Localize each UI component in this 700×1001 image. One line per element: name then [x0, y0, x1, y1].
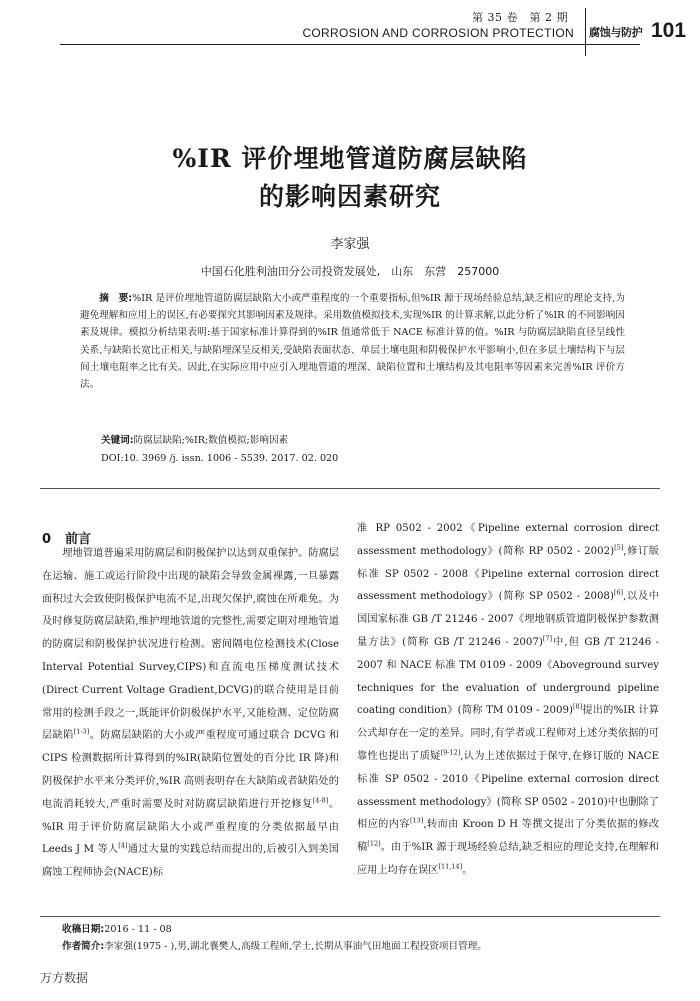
- author-bio-label: 作者简介:: [62, 941, 105, 952]
- body-text: ,认为上述依据过于保守,在修订版的 NACE 标准 SP 0502 - 2010《Pipeline external corrosion direct assessment methodology》(简称 SP 0502 - 2010)中也删除了相应的内容: [357, 750, 660, 831]
- header-divider: [585, 8, 586, 56]
- issue-info: 第 35 卷 第 2 期: [472, 11, 568, 24]
- body-text: 准 RP 0502 - 2002《Pipeline external corrosion direct assessment methodology》(简称 RP 0502 - 2002): [357, 523, 659, 557]
- received-date: [62, 921, 642, 935]
- watermark: 万方数据: [40, 971, 89, 985]
- author-bio-text: 李家强(1975 - ),男,湖北襄樊人,高级工程师,学士,长期从事油气田地面工程投资项目管理。: [104, 941, 487, 952]
- body-text: 。: [462, 864, 473, 876]
- journal-name-en: CORROSION AND CORROSION PROTECTION: [302, 26, 574, 40]
- author-bio: [62, 938, 642, 952]
- header-rule: [60, 44, 640, 45]
- citation: [11,14]: [438, 862, 463, 871]
- abstract-label: 摘 要:: [99, 293, 133, 304]
- body-text: ,修订版标准 SP 0502 - 2008《Pipeline external corrosion direct assessment methodology》(简称 SP 0502 - 2008): [357, 545, 659, 603]
- paper-title-line-1: %IR 评价埋地管道防腐层缺陷: [172, 144, 528, 173]
- footnote-divider: [40, 916, 660, 917]
- keywords-text: 防腐层缺陷;%IR;数值模拟;影响因素: [133, 435, 289, 446]
- paper-title-line-2: 的影响因素研究: [258, 182, 441, 211]
- citation: [9-12]: [440, 748, 461, 757]
- abstract-divider: [40, 488, 660, 489]
- citation: [5]: [614, 543, 624, 552]
- citation: [7]: [542, 634, 553, 643]
- abstract: [80, 290, 625, 393]
- section-number: 0: [42, 532, 52, 547]
- received-label: 收稿日期:: [62, 924, 105, 935]
- keywords: [101, 432, 621, 446]
- author-name: 李家强: [330, 237, 370, 252]
- paper-title: [40, 140, 660, 216]
- citation: [4-8]: [312, 796, 329, 805]
- body-text: 。%IR 用于评价防腐层缺陷大小或严重程度的分类依据最早由 Leeds J M 等人: [42, 798, 339, 856]
- body-text: 提出的%IR 计算公式却存在一定的差异。同时,有学者或工程师对上述分类依据的可靠性也提出了质疑: [357, 705, 659, 762]
- body-text: 通过大量的实践总结而提出的,后被引入到美国腐蚀工程师协会(NACE)标: [42, 844, 339, 879]
- citation: [4]: [118, 841, 128, 850]
- received-value: 2016 - 11 - 08: [104, 924, 172, 935]
- section-title: 前言: [65, 532, 92, 547]
- body-text: 。由于%IR 源于现场经验总结,缺乏相应的理论支持,在理解和应用上均存在误区: [357, 842, 660, 876]
- journal-name-cn: 腐蚀与防护: [589, 26, 643, 39]
- body-text: 。防腐层缺陷的大小或严重程度可通过联合 DCVG 和 CIPS 检测数据所计算得到的%IR(缺陷位置处的百分比 IR 降)和阴极保护水平来分类评价,%IR 高则表明存在大缺陷或者缺陷处的电流消耗较大,严重时需要及时对防腐层缺陷进行开挖修复: [42, 730, 339, 810]
- keywords-label: 关键词:: [101, 435, 134, 446]
- body-text: ,转而由 Kroon D H 等撰文提出了分类依据的修改稿: [357, 819, 659, 854]
- citation: [6]: [613, 589, 624, 597]
- citation: [8]: [572, 702, 583, 711]
- page-number: 101: [651, 19, 687, 42]
- author-affiliation: 中国石化胜利油田分公司投资发展处, 山东 东营 257000: [200, 265, 500, 278]
- body-column-right: [357, 518, 659, 883]
- citation: [13]: [409, 816, 424, 825]
- doi: DOI:10. 3969 /j. issn. 1006 - 5539. 2017. 02. 020: [101, 453, 339, 464]
- body-text: 中,但 GB /T 21246 - 2007 和 NACE 标准 TM 0109 - 2009《Aboveground survey techniques for the evaluation of underground pipeline coating condition》(简称 TM 0109 - 2009): [357, 636, 659, 717]
- citation: [1-3]: [73, 727, 90, 736]
- citation: [12]: [367, 839, 381, 848]
- body-column-left: [42, 543, 339, 885]
- body-text: ,以及中国国家标准 GB /T 21246 - 2007《埋地钢质管道阴极保护参数测量方法》(简称 GB /T 21246 - 2007): [357, 591, 659, 648]
- abstract-text: %IR 是评价埋地管道防腐层缺陷大小或严重程度的一个重要指标,但%IR 源于现场经验总结,缺乏相应的理论支持,为避免理解和应用上的误区,有必要探究其影响因素及规律。采用数值模拟技术,实现%IR 的计算求解,以此分析了%IR 的不同影响因素及规律。模拟分析结果表明:基于国家标准计算得到的%IR 值通常低于 NACE 标准计算的值。%IR 与防腐层缺陷直径呈线性关系,与缺陷长宽比正相关,与缺陷埋深呈反相关,受缺陷表面状态、单层土壤电阻和阴极保护水平影响小,但在多层土壤结构下与层间土壤电阻率之比有关。因此,在实际应用中应引入埋地管道的埋深、缺陷位置和土壤结构及其电阻率等因素来完善%IR 评价方法。: [80, 293, 625, 391]
- body-text: 埋地管道普遍采用防腐层和阴极保护以达到双重保护。防腐层在运输、施工或运行阶段中出现的缺陷会导致金属裸露,一旦暴露面积过大会致使阴极保护电流不足,出现欠保护,腐蚀在所难免。为及时修复防腐层缺陷,维护埋地管道的完整性,需要定期对埋地管道的防腐层和阴极保护状况进行检测。密间隔电位检测技术(Close Interval Potential Survey,CIPS)和直流电压梯度测试技术(Direct Current Voltage Gradient,DCVG)的联合使用是目前常用的检测手段之一,既能评价阴极保护水平,又能检测、定位防腐层缺陷: [42, 548, 339, 742]
